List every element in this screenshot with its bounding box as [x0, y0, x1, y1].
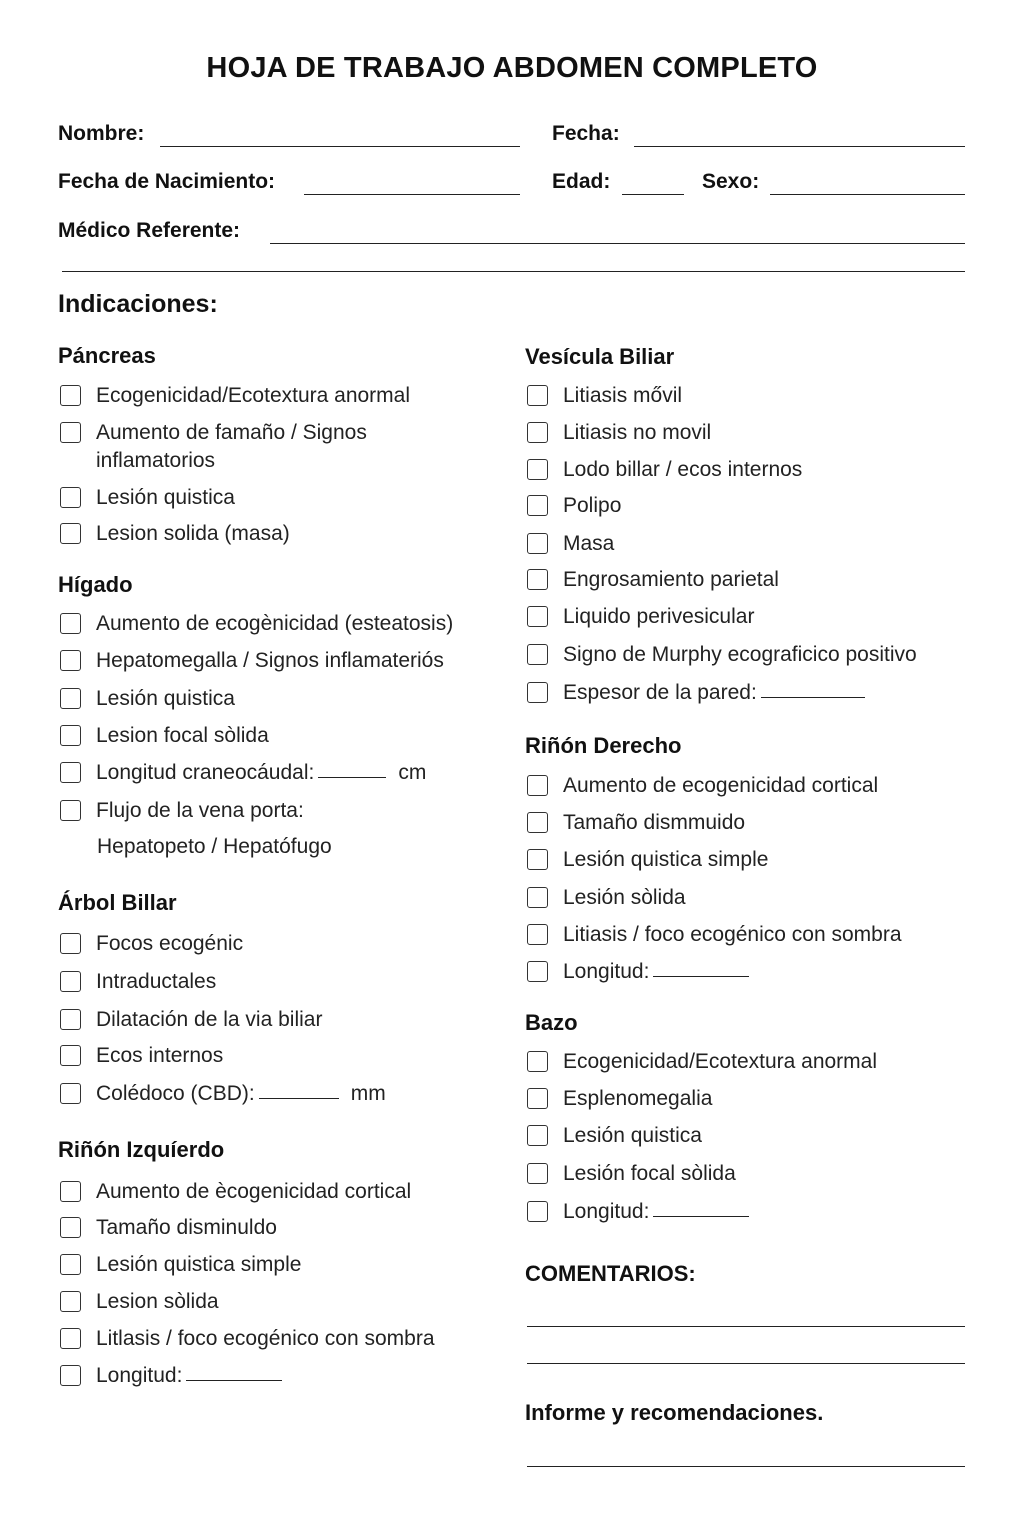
checkbox[interactable]	[527, 682, 548, 703]
checkbox[interactable]	[527, 849, 548, 870]
checkbox[interactable]	[60, 800, 81, 821]
checkbox[interactable]	[527, 775, 548, 796]
higado-item-1[interactable]: Aumento de ecogènicidad (esteatosis)	[60, 610, 453, 638]
higado-item-3[interactable]: Lesión quistica	[60, 685, 235, 713]
pancreas-heading: Páncreas	[58, 343, 156, 368]
longitud-blank[interactable]	[186, 1362, 282, 1381]
comentarios-heading: COMENTARIOS:	[525, 1261, 696, 1286]
checkbox[interactable]	[60, 1328, 81, 1349]
vesicula-item-9[interactable]: Espesor de la pared:	[527, 679, 871, 707]
checkbox[interactable]	[527, 1201, 548, 1222]
checkbox[interactable]	[60, 1045, 81, 1066]
longitud-blank[interactable]	[318, 759, 386, 778]
pancreas-item-4[interactable]: Lesion solida (masa)	[60, 520, 290, 548]
vesicula-item-5[interactable]: Masa	[527, 530, 614, 558]
checkbox[interactable]	[60, 971, 81, 992]
rinon-der-item-3[interactable]: Lesión quistica simple	[527, 846, 768, 874]
checkbox[interactable]	[60, 1254, 81, 1275]
medico-label: Médico Referente:	[58, 219, 241, 242]
checkbox[interactable]	[60, 1083, 81, 1104]
checkbox[interactable]	[527, 1125, 548, 1146]
edad-field[interactable]	[622, 194, 684, 195]
checkbox[interactable]	[527, 644, 548, 665]
higado-heading: Hígado	[58, 572, 133, 597]
bazo-item-4[interactable]: Lesión focal sòlida	[527, 1160, 736, 1188]
informe-line[interactable]	[527, 1466, 965, 1467]
bazo-item-1[interactable]: Ecogenicidad/Ecotextura anormal	[527, 1048, 877, 1076]
rinon-izq-item-6[interactable]: Longitud:	[60, 1362, 288, 1390]
rinon-izq-item-1[interactable]: Aumento de ècogenicidad cortical	[60, 1178, 411, 1206]
rinon-izq-item-2[interactable]: Tamaño disminuldo	[60, 1214, 277, 1242]
checkbox[interactable]	[60, 487, 81, 508]
header-divider	[62, 271, 965, 272]
arbol-heading: Árbol Billar	[58, 890, 177, 915]
checkbox[interactable]	[60, 650, 81, 671]
checkbox[interactable]	[527, 1163, 548, 1184]
bazo-heading: Bazo	[525, 1010, 578, 1035]
edad-label: Edad:	[552, 170, 611, 193]
pancreas-item-1[interactable]: Ecogenicidad/Ecotextura anormal	[60, 382, 410, 410]
arbol-item-2[interactable]: Intraductales	[60, 968, 216, 996]
vesicula-item-8[interactable]: Signo de Murphy ecograficico positivo	[527, 641, 917, 669]
bazo-item-2[interactable]: Esplenomegalia	[527, 1085, 712, 1113]
checkbox[interactable]	[60, 422, 81, 443]
checkbox[interactable]	[60, 1181, 81, 1202]
sexo-field[interactable]	[770, 194, 965, 195]
pancreas-item-3[interactable]: Lesión quistica	[60, 484, 235, 512]
rinon-der-item-1[interactable]: Aumento de ecogenicidad cortical	[527, 772, 878, 800]
checkbox[interactable]	[60, 933, 81, 954]
checkbox[interactable]	[60, 688, 81, 709]
checkbox[interactable]	[60, 762, 81, 783]
longitud-blank[interactable]	[653, 958, 749, 977]
vesicula-item-6[interactable]: Engrosamiento parietal	[527, 566, 779, 594]
arbol-item-5[interactable]: Colédoco (CBD): mm	[60, 1080, 386, 1108]
fecha-field[interactable]	[634, 146, 965, 147]
nombre-label: Nombre:	[58, 122, 145, 145]
espesor-blank[interactable]	[761, 679, 865, 698]
rinon-der-item-5[interactable]: Litiasis / foco ecogénico con sombra	[527, 921, 902, 949]
checkbox[interactable]	[527, 569, 548, 590]
fecha-nacimiento-label: Fecha de Nacimiento:	[58, 170, 276, 193]
checkbox[interactable]	[60, 385, 81, 406]
checkbox[interactable]	[527, 887, 548, 908]
fecha-label: Fecha:	[552, 122, 620, 145]
checkbox[interactable]	[527, 459, 548, 480]
checkbox[interactable]	[527, 385, 548, 406]
bazo-item-5[interactable]: Longitud:	[527, 1198, 755, 1226]
checkbox[interactable]	[527, 495, 548, 516]
checkbox[interactable]	[60, 725, 81, 746]
nombre-field[interactable]	[160, 146, 520, 147]
higado-item-5[interactable]: Longitud craneocáudal: cm	[60, 759, 426, 787]
checkbox[interactable]	[60, 1365, 81, 1386]
vesicula-item-1[interactable]: Litiasis mővil	[527, 382, 682, 410]
higado-item-6[interactable]: Flujo de la vena porta:	[60, 797, 304, 825]
arbol-item-3[interactable]: Dilatación de la via biliar	[60, 1006, 322, 1034]
rinon-izq-item-5[interactable]: Litlasis / foco ecogénico con sombra	[60, 1325, 435, 1353]
rinon-der-item-4[interactable]: Lesión sòlida	[527, 884, 686, 912]
checkbox[interactable]	[527, 533, 548, 554]
arbol-item-4[interactable]: Ecos internos	[60, 1042, 223, 1070]
medico-field[interactable]	[270, 243, 965, 244]
checkbox[interactable]	[527, 812, 548, 833]
vesicula-item-7[interactable]: Liquido perivesicular	[527, 603, 754, 631]
bazo-item-3[interactable]: Lesión quistica	[527, 1122, 702, 1150]
longitud-blank[interactable]	[653, 1198, 749, 1217]
rinon-der-item-6[interactable]: Longitud:	[527, 958, 755, 986]
checkbox[interactable]	[60, 1291, 81, 1312]
checkbox[interactable]	[527, 422, 548, 443]
higado-item-4[interactable]: Lesion focal sòlida	[60, 722, 269, 750]
vesicula-item-4[interactable]: Polipo	[527, 492, 621, 520]
page-title: HOJA DE TRABAJO ABDOMEN COMPLETO	[206, 52, 818, 84]
pancreas-item-2[interactable]: Aumento de famaño / Signos inflamatorios	[60, 419, 367, 475]
arbol-item-1[interactable]: Focos ecogénic	[60, 930, 243, 958]
rinon-izq-item-4[interactable]: Lesion sòlida	[60, 1288, 219, 1316]
checkbox[interactable]	[60, 523, 81, 544]
checkbox[interactable]	[527, 1051, 548, 1072]
fecha-nacimiento-field[interactable]	[304, 194, 520, 195]
cbd-blank[interactable]	[259, 1080, 339, 1099]
checkbox[interactable]	[527, 1088, 548, 1109]
vesicula-item-2[interactable]: Litiasis no movil	[527, 419, 711, 447]
checkbox[interactable]	[527, 961, 548, 982]
comentarios-line-2[interactable]	[527, 1363, 965, 1364]
flujo-options: Hepatopeto / Hepatófugo	[97, 835, 332, 858]
checkbox[interactable]	[527, 606, 548, 627]
informe-heading: Informe y recomendaciones.	[525, 1400, 824, 1425]
higado-item-2[interactable]: Hepatomegalla / Signos inflamateriós	[60, 647, 444, 675]
indicaciones-heading: Indicaciones:	[58, 290, 218, 318]
rinon-der-item-2[interactable]: Tamaño dismmuido	[527, 809, 745, 837]
checkbox[interactable]	[60, 613, 81, 634]
sexo-label: Sexo:	[702, 170, 760, 193]
vesicula-item-3[interactable]: Lodo billar / ecos internos	[527, 456, 802, 484]
checkbox[interactable]	[60, 1009, 81, 1030]
vesicula-heading: Vesícula Biliar	[525, 344, 675, 369]
rinon-izq-item-3[interactable]: Lesión quistica simple	[60, 1251, 301, 1279]
comentarios-line-1[interactable]	[527, 1326, 965, 1327]
checkbox[interactable]	[527, 924, 548, 945]
rinon-derecho-heading: Riñón Derecho	[525, 733, 682, 758]
rinon-izquierdo-heading: Riñón Izquíerdo	[58, 1137, 225, 1162]
checkbox[interactable]	[60, 1217, 81, 1238]
